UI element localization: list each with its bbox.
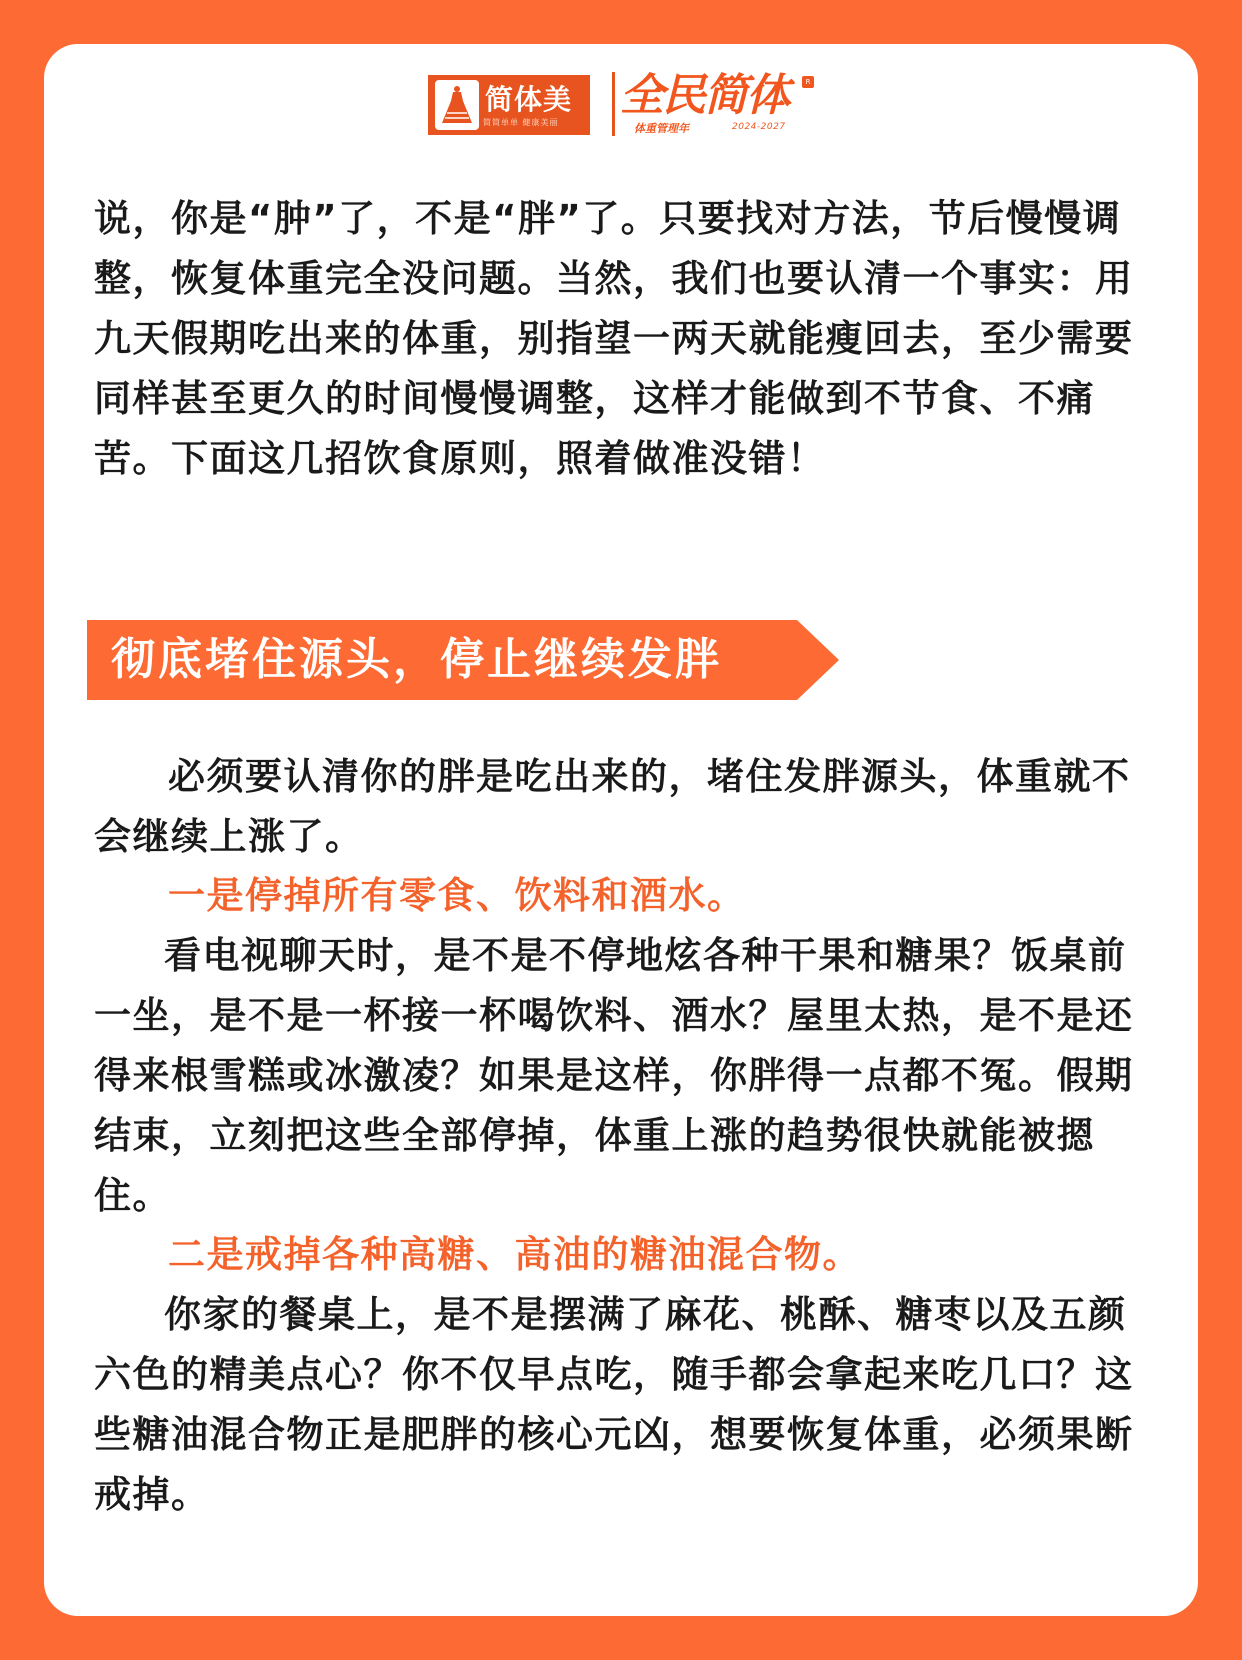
logo-divider bbox=[612, 72, 615, 136]
brand-right-years: 2024-2027 bbox=[732, 122, 786, 132]
brand-right-badge: R bbox=[802, 76, 814, 88]
brand-logo-left bbox=[428, 75, 590, 135]
brand-left-tagline: 简简单单 健康美丽 bbox=[483, 118, 559, 127]
point-1-title: 一是停掉所有零食、饮料和酒水。 bbox=[168, 874, 746, 917]
brand-left-name: 简体美 bbox=[485, 83, 573, 116]
section-banner bbox=[87, 620, 839, 700]
brand-right-sub: 体重管理年 bbox=[634, 122, 689, 135]
section-title: 彻底堵住源头，停止继续发胖 bbox=[111, 634, 722, 685]
section-lead: 必须要认清你的胖是吃出来的，堵住发胖源头，体重就不会继续上涨了。 bbox=[94, 755, 1131, 858]
intro-paragraph: 说，你是“肿”了，不是“胖”了。只要找对方法，节后慢慢调整，恢复体重完全没问题。当然，我们也要认清一个事实：用九天假期吃出来的体重，别指望一两天就能瘦回去，至少需要同样甚至更久的时间慢慢调整，这样才能做到不节食、不痛苦。下面这几招饮食原则，照着做准没错！ bbox=[94, 197, 1134, 480]
dress-emblem-icon bbox=[435, 80, 479, 130]
point-2-body: 你家的餐桌上，是不是摆满了麻花、桃酥、糖枣以及五颜六色的精美点心？你不仅早点吃，随手都会拿起来吃几口？这些糖油混合物正是肥胖的核心元凶，想要恢复体重，必须果断戒掉。 bbox=[94, 1293, 1134, 1516]
brand-right-name: 全民简体 bbox=[620, 70, 788, 121]
point-2-title: 二是戒掉各种高糖、高油的糖油混合物。 bbox=[168, 1233, 861, 1276]
point-1-body: 看电视聊天时，是不是不停地炫各种干果和糖果？饭桌前一坐，是不是一杯接一杯喝饮料、酒水？屋里太热，是不是还得来根雪糕或冰激凌？如果是这样，你胖得一点都不冤。假期结束，立刻把这些全部停掉，体重上涨的趋势很快就能被摁住。 bbox=[94, 934, 1134, 1217]
brand-logo-right bbox=[620, 70, 820, 138]
